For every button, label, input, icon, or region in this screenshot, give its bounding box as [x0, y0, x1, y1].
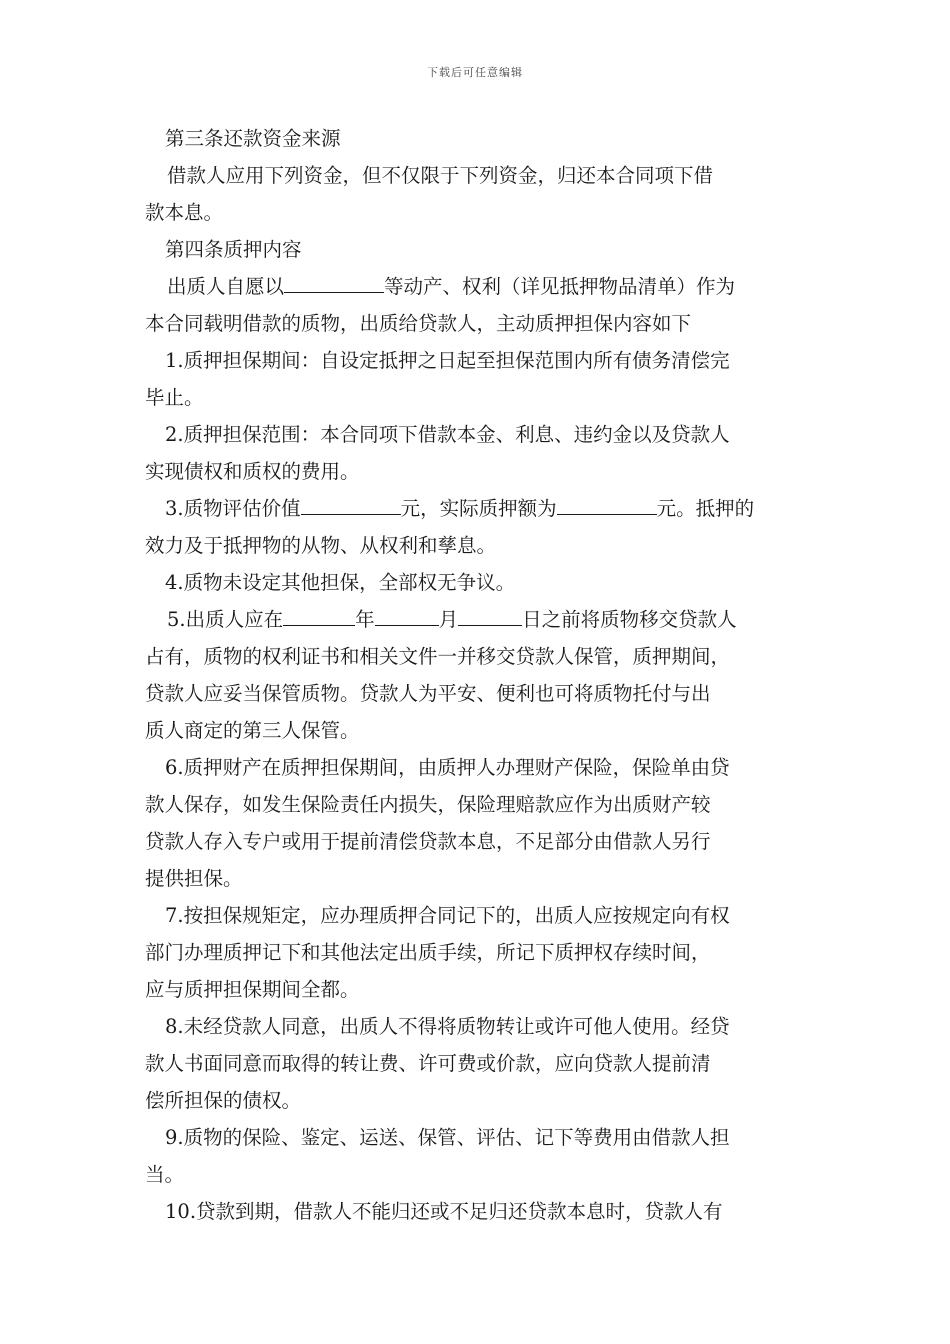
article-3-line-1: 借款人应用下列资金，但不仅限于下列资金，归还本合同项下借	[167, 164, 714, 187]
item-8-line-1: 8.未经贷款人同意，出质人不得将质物转让或许可他人使用。经贷	[165, 1015, 730, 1038]
item-8-line-3: 偿所担保的债权。	[145, 1089, 302, 1112]
month-blank	[375, 603, 439, 626]
item-5-text-month: 月	[438, 608, 459, 631]
item-1-line-2: 毕止。	[145, 386, 204, 409]
item-7-line-2: 部门办理质押记下和其他法定出质手续，所记下质押权存续时间，	[145, 941, 711, 964]
item-5-line-2: 占有，质物的权利证书和相关文件一并移交贷款人保管，质押期间，	[145, 645, 731, 668]
item-3-line-1	[145, 490, 810, 527]
valuation-blank	[301, 492, 401, 515]
item-3-text-a: 3.质物评估价值	[165, 497, 301, 520]
article-4-intro-line-2: 本合同载明借款的质物，出质给贷款人，主动质押担保内容如下	[145, 312, 692, 335]
item-5-line-1	[145, 601, 810, 638]
item-6-line-3: 贷款人存入专户或用于提前清偿贷款本息，不足部分由借款人另行	[145, 830, 711, 853]
article-4-intro-text-a: 出质人自愿以	[167, 275, 285, 298]
item-1-line-1: 1.质押担保期间：自设定抵押之日起至担保范围内所有债务清偿完	[165, 349, 730, 372]
collateral-blank	[284, 270, 384, 293]
item-3-text-b: 元，实际质押额为	[400, 497, 557, 520]
article-4-title: 第四条质押内容	[165, 238, 302, 261]
item-2-line-1: 2.质押担保范围：本合同项下借款本金、利息、违约金以及贷款人	[165, 423, 730, 446]
item-5-text-a: 5.出质人应在	[167, 608, 284, 631]
item-6-line-1: 6.质押财产在质押担保期间，由质押人办理财产保险，保险单由贷	[165, 756, 730, 779]
day-blank	[458, 603, 522, 626]
item-7-line-3: 应与质押担保期间全都。	[145, 978, 360, 1001]
item-9-line-2: 当。	[145, 1163, 185, 1186]
page-header: 下载后可任意编辑	[427, 66, 523, 79]
item-8-line-2: 款人书面同意而取得的转让费、许可费或价款，应向贷款人提前清	[145, 1052, 711, 1075]
document-body	[145, 120, 810, 1230]
item-5-line-3: 贷款人应妥当保管质物。贷款人为平安、便利也可将质物托付与出	[145, 682, 711, 705]
article-4-intro-line-1	[145, 268, 810, 305]
item-5-line-4: 质人商定的第三人保管。	[145, 719, 360, 742]
article-3-title: 第三条还款资金来源	[165, 127, 341, 150]
item-7-line-1: 7.按担保规矩定，应办理质押合同记下的，出质人应按规定向有权	[165, 904, 730, 927]
item-9-line-1: 9.质物的保险、鉴定、运送、保管、评估、记下等费用由借款人担	[165, 1126, 730, 1149]
article-4-intro-text-b: 等动产、权利（详见抵押物品清单）作为	[384, 275, 736, 298]
pledge-amount-blank	[557, 492, 657, 515]
item-5-text-year: 年	[355, 608, 375, 631]
article-3-line-2: 款本息。	[145, 201, 224, 224]
item-3-line-2: 效力及于抵押物的从物、从权利和孳息。	[145, 534, 497, 557]
item-4-line-1: 4.质物未设定其他担保，全部权无争议。	[165, 571, 516, 594]
item-6-line-4: 提供担保。	[145, 867, 243, 890]
item-2-line-2: 实现债权和质权的费用。	[145, 460, 360, 483]
year-blank	[283, 603, 355, 626]
item-5-text-d: 日之前将质物移交贷款人	[522, 608, 737, 631]
item-10-line-1: 10.贷款到期，借款人不能归还或不足归还贷款本息时，贷款人有	[165, 1200, 723, 1223]
item-3-text-c: 元。抵押的	[656, 497, 755, 520]
item-6-line-2: 款人保存，如发生保险责任内损失，保险理赔款应作为出质财产较	[145, 793, 711, 816]
